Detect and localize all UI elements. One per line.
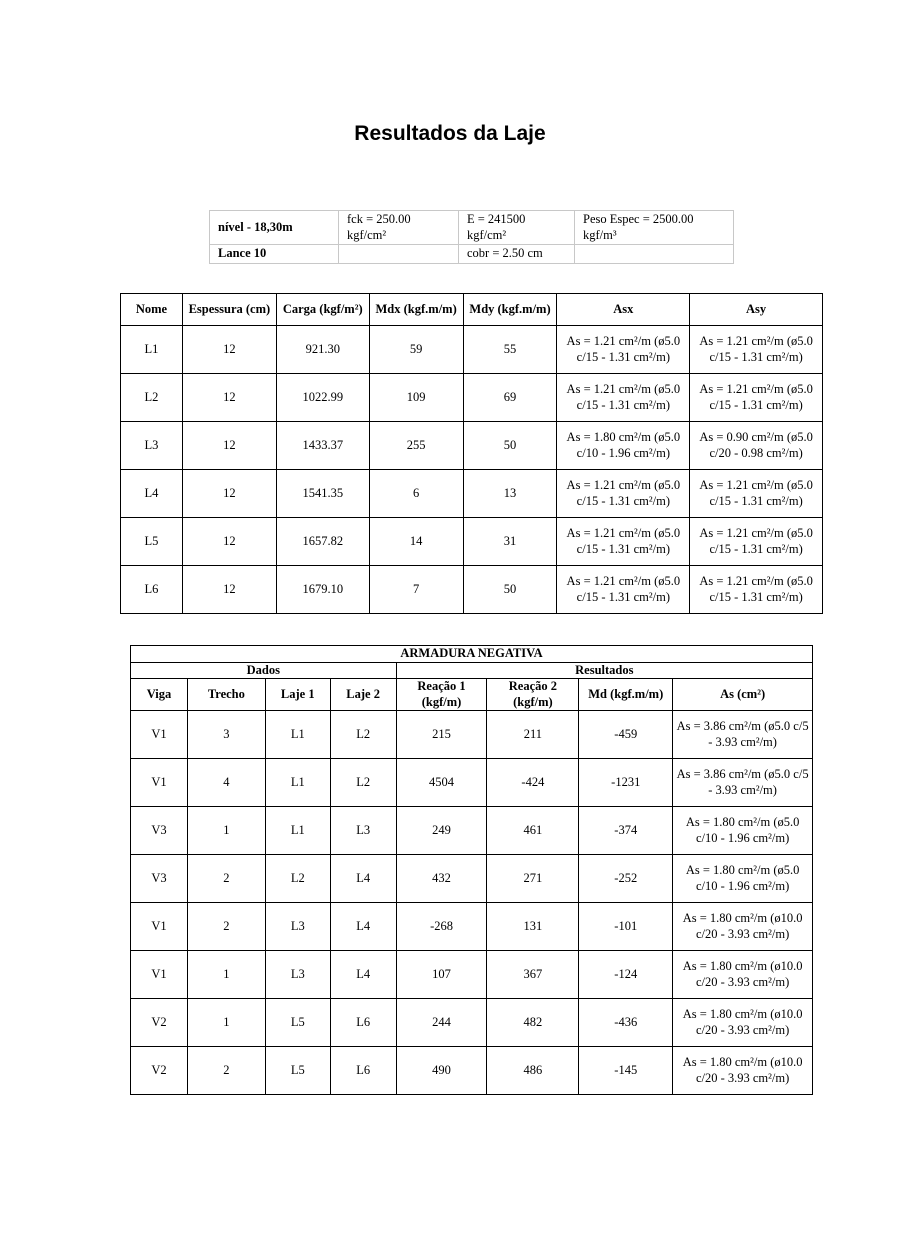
table-row [121,374,823,422]
table-cell: V2 [131,1047,188,1095]
table-cell: 50 [463,422,557,470]
col-header: Reação 1 (kgf/m) [396,679,487,711]
modulus-cell: E = 241500 kgf/cm² [459,211,575,245]
table-cell: As = 1.21 cm²/m (ø5.0 c/15 - 1.31 cm²/m) [690,374,823,422]
table-cell: 367 [487,951,579,999]
table-cell: -124 [579,951,673,999]
table-cell: 107 [396,951,487,999]
table-cell: 211 [487,711,579,759]
table-cell: 1433.37 [276,422,369,470]
table-cell: L6 [121,566,183,614]
table-cell: 461 [487,807,579,855]
table-cell: 12 [182,326,276,374]
slab-table-body [121,326,823,614]
table-cell: L3 [265,903,330,951]
table-cell: 12 [182,518,276,566]
table-row [131,951,813,999]
table-cell: V2 [131,999,188,1047]
info-row [210,245,734,264]
table-cell: 255 [369,422,463,470]
table-cell: -1231 [579,759,673,807]
table-cell: As = 1.80 cm²/m (ø5.0 c/10 - 1.96 cm²/m) [673,855,813,903]
col-header: Reação 2 (kgf/m) [487,679,579,711]
table-cell: 432 [396,855,487,903]
table-cell: As = 1.21 cm²/m (ø5.0 c/15 - 1.31 cm²/m) [557,470,690,518]
table-cell: 59 [369,326,463,374]
group-resultados: Resultados [396,662,812,679]
col-header: Nome [121,294,183,326]
info-table [209,210,734,264]
slab-results-table [120,293,823,614]
table-cell: -252 [579,855,673,903]
table-cell: 69 [463,374,557,422]
table-row [131,711,813,759]
table-cell: As = 1.80 cm²/m (ø10.0 c/20 - 3.93 cm²/m) [673,951,813,999]
col-header: Md (kgf.m/m) [579,679,673,711]
table-cell: 6 [369,470,463,518]
table-cell: 2 [187,1047,265,1095]
neg-header-row [131,679,813,711]
table-cell: -101 [579,903,673,951]
table-cell: L4 [121,470,183,518]
table-cell: As = 1.21 cm²/m (ø5.0 c/15 - 1.31 cm²/m) [557,566,690,614]
table-cell: L5 [265,1047,330,1095]
table-row [131,759,813,807]
table-cell: 486 [487,1047,579,1095]
empty-cell [575,245,734,264]
neg-title-row [131,646,813,663]
table-cell: As = 1.21 cm²/m (ø5.0 c/15 - 1.31 cm²/m) [690,518,823,566]
table-row [121,470,823,518]
table-row [131,1047,813,1095]
table-cell: As = 1.80 cm²/m (ø5.0 c/10 - 1.96 cm²/m) [673,807,813,855]
table-cell: L1 [121,326,183,374]
table-cell: 50 [463,566,557,614]
col-header: Espessura (cm) [182,294,276,326]
table-cell: As = 1.80 cm²/m (ø10.0 c/20 - 3.93 cm²/m) [673,903,813,951]
table-cell: As = 1.21 cm²/m (ø5.0 c/15 - 1.31 cm²/m) [557,518,690,566]
nivel-cell: nível - 18,30m [210,211,339,245]
table-row [121,566,823,614]
table-cell: As = 1.80 cm²/m (ø10.0 c/20 - 3.93 cm²/m) [673,1047,813,1095]
table-cell: 13 [463,470,557,518]
table-row [121,518,823,566]
col-header: As (cm²) [673,679,813,711]
table-cell: -145 [579,1047,673,1095]
table-cell: 7 [369,566,463,614]
table-cell: 1679.10 [276,566,369,614]
table-row [131,855,813,903]
table-cell: 921.30 [276,326,369,374]
table-cell: L3 [330,807,396,855]
table-cell: 249 [396,807,487,855]
table-row [121,422,823,470]
table-row [121,326,823,374]
neg-table-title: ARMADURA NEGATIVA [131,646,813,663]
table-cell: L2 [330,711,396,759]
table-cell: 490 [396,1047,487,1095]
table-cell: As = 1.21 cm²/m (ø5.0 c/15 - 1.31 cm²/m) [557,374,690,422]
table-cell: V1 [131,903,188,951]
table-cell: 12 [182,566,276,614]
density-cell: Peso Espec = 2500.00 kgf/m³ [575,211,734,245]
table-cell: 1 [187,999,265,1047]
col-header: Laje 1 [265,679,330,711]
negative-reinforcement-table [130,645,813,1095]
slab-header-row [121,294,823,326]
table-cell: As = 3.86 cm²/m (ø5.0 c/5 - 3.93 cm²/m) [673,711,813,759]
table-cell: L4 [330,903,396,951]
table-cell: As = 1.80 cm²/m (ø5.0 c/10 - 1.96 cm²/m) [557,422,690,470]
table-cell: 4504 [396,759,487,807]
table-cell: 3 [187,711,265,759]
table-cell: V3 [131,807,188,855]
table-cell: As = 1.80 cm²/m (ø10.0 c/20 - 3.93 cm²/m) [673,999,813,1047]
table-cell: 2 [187,855,265,903]
table-cell: L1 [265,807,330,855]
table-row [131,807,813,855]
table-cell: 482 [487,999,579,1047]
cover-cell: cobr = 2.50 cm [459,245,575,264]
lance-cell: Lance 10 [210,245,339,264]
empty-cell [339,245,459,264]
table-cell: 12 [182,422,276,470]
table-cell: -436 [579,999,673,1047]
table-cell: L3 [265,951,330,999]
col-header: Laje 2 [330,679,396,711]
table-cell: L5 [121,518,183,566]
table-cell: L3 [121,422,183,470]
table-cell: 1541.35 [276,470,369,518]
info-row [210,211,734,245]
table-cell: As = 0.90 cm²/m (ø5.0 c/20 - 0.98 cm²/m) [690,422,823,470]
col-header: Asx [557,294,690,326]
table-cell: L1 [265,759,330,807]
neg-table-body [131,711,813,1095]
table-cell: 12 [182,374,276,422]
page-title: Resultados da Laje [354,122,546,145]
table-cell: 215 [396,711,487,759]
col-header: Trecho [187,679,265,711]
table-cell: 1 [187,807,265,855]
table-cell: L1 [265,711,330,759]
table-cell: 55 [463,326,557,374]
col-header: Asy [690,294,823,326]
table-cell: L6 [330,1047,396,1095]
table-cell: As = 3.86 cm²/m (ø5.0 c/5 - 3.93 cm²/m) [673,759,813,807]
table-cell: V1 [131,759,188,807]
table-cell: L2 [265,855,330,903]
table-cell: 14 [369,518,463,566]
group-dados: Dados [131,662,397,679]
table-cell: -374 [579,807,673,855]
table-cell: -268 [396,903,487,951]
table-cell: -459 [579,711,673,759]
table-cell: L2 [121,374,183,422]
table-cell: As = 1.21 cm²/m (ø5.0 c/15 - 1.31 cm²/m) [690,566,823,614]
table-row [131,999,813,1047]
table-cell: 31 [463,518,557,566]
neg-group-row [131,662,813,679]
table-cell: 1657.82 [276,518,369,566]
table-cell: 2 [187,903,265,951]
table-cell: 131 [487,903,579,951]
table-cell: 109 [369,374,463,422]
table-cell: 12 [182,470,276,518]
table-cell: V3 [131,855,188,903]
table-cell: -424 [487,759,579,807]
table-cell: L2 [330,759,396,807]
fck-cell: fck = 250.00 kgf/cm² [339,211,459,245]
table-cell: L5 [265,999,330,1047]
table-cell: 4 [187,759,265,807]
table-cell: V1 [131,711,188,759]
table-cell: 1022.99 [276,374,369,422]
table-cell: L4 [330,855,396,903]
table-cell: 244 [396,999,487,1047]
table-cell: L6 [330,999,396,1047]
table-cell: 271 [487,855,579,903]
table-cell: V1 [131,951,188,999]
col-header: Mdy (kgf.m/m) [463,294,557,326]
table-row [131,903,813,951]
table-cell: As = 1.21 cm²/m (ø5.0 c/15 - 1.31 cm²/m) [690,326,823,374]
table-cell: As = 1.21 cm²/m (ø5.0 c/15 - 1.31 cm²/m) [690,470,823,518]
table-cell: 1 [187,951,265,999]
col-header: Mdx (kgf.m/m) [369,294,463,326]
table-cell: As = 1.21 cm²/m (ø5.0 c/15 - 1.31 cm²/m) [557,326,690,374]
col-header: Viga [131,679,188,711]
table-cell: L4 [330,951,396,999]
col-header: Carga (kgf/m²) [276,294,369,326]
